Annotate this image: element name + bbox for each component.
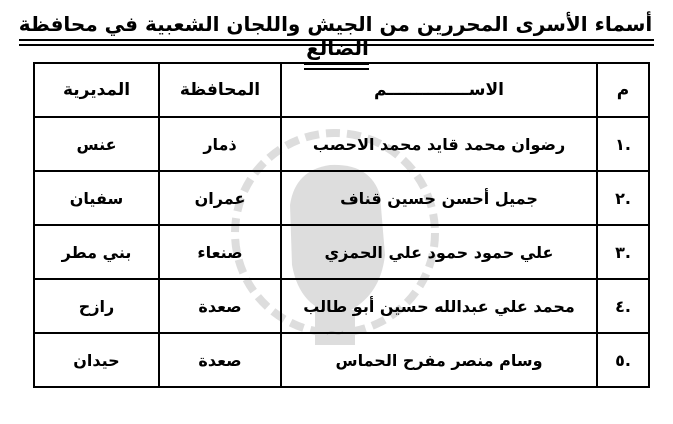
row-name: محمد علي عبدالله حسين أبو طالب — [281, 279, 597, 333]
row-number: .٢ — [597, 171, 649, 225]
row-governorate: صنعاء — [159, 225, 281, 279]
row-name: جميل أحسن حسين قناف — [281, 171, 597, 225]
table-row — [34, 279, 649, 333]
table-row — [34, 171, 649, 225]
header-district: المديرية — [34, 63, 159, 117]
row-number: .٣ — [597, 225, 649, 279]
row-governorate: صعدة — [159, 333, 281, 387]
row-district: حيدان — [34, 333, 159, 387]
header-name: الاســــــــــــــم — [281, 63, 597, 117]
row-number: .٥ — [597, 333, 649, 387]
row-district: رازح — [34, 279, 159, 333]
table-row — [34, 333, 649, 387]
row-governorate: ذمار — [159, 117, 281, 171]
row-governorate: عمران — [159, 171, 281, 225]
header-number: م — [597, 63, 649, 117]
table-row — [34, 225, 649, 279]
row-number: .١ — [597, 117, 649, 171]
row-district: عنس — [34, 117, 159, 171]
document-title-container — [0, 12, 673, 60]
watermark-text: ~ — [323, 317, 347, 349]
table-row — [34, 117, 649, 171]
prisoners-table — [33, 62, 650, 388]
row-name: علي حمود حمود علي الحمزي — [281, 225, 597, 279]
table-header-row — [34, 63, 649, 117]
header-governorate: المحافظة — [159, 63, 281, 117]
row-number: .٤ — [597, 279, 649, 333]
row-name: رضوان محمد قايد محمد الاحصب — [281, 117, 597, 171]
row-district: سفيان — [34, 171, 159, 225]
row-governorate: صعدة — [159, 279, 281, 333]
row-district: بني مطر — [34, 225, 159, 279]
document-title: أسماء الأسرى المحررين من الجيش واللجان الشعبية في محافظة الضالع — [19, 12, 655, 65]
row-name: وسام منصر مفرح الحماس — [281, 333, 597, 387]
